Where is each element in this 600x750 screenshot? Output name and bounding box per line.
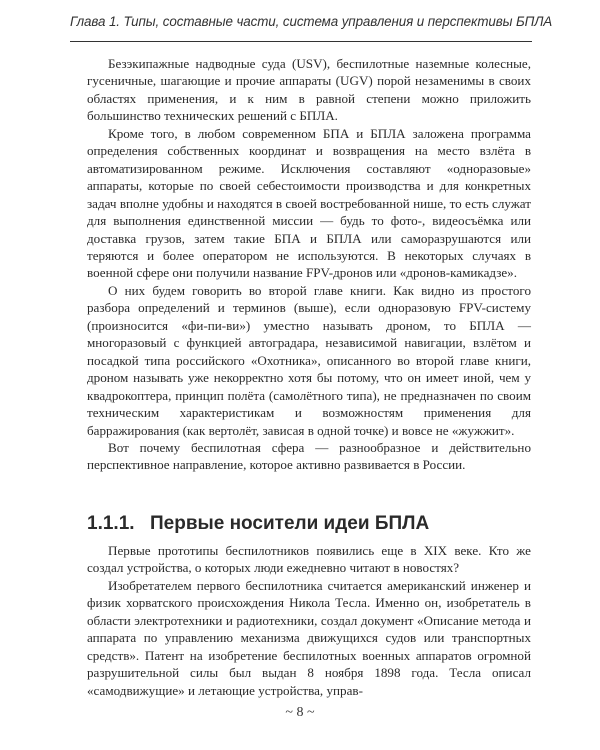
section-text-block — [87, 542, 531, 699]
header-divider — [70, 41, 532, 42]
section-title: Первые носители идеи БПЛА — [150, 513, 430, 534]
section-number: 1.1.1. — [87, 513, 135, 534]
paragraph: Кроме того, в любом современном БПА и БПЛА заложена программа определения собственных координат и возвращения на место взлёта в автоматизированном режиме. Исключения составляют «одноразовые» аппараты, которые по своей себестоимости производства и для конкретных задач вполне удобны и находятся в своей востребованной нише, то есть служат для выполнения единственной миссии — будь то фото-, видеосъёмка или доставка грузов, затем такие БПА и БПЛА или саморазрушаются или теряются и более оператором не используются. В некоторых случаях в военной сфере они получили название FPV-дронов или «дронов-камикадзе». — [87, 125, 531, 281]
paragraph: Изобретателем первого беспилотника считается американский инженер и физик хорватского происхождения Никола Тесла. Именно он, изобретатель в области электротехники и радиотехники, создал документ «Описание метода и аппарата по управлению механизма движущихся судов или транспортных средств». Патент на изобретение беспилотных военных аппаратов огромной разрушительной силы был выдан 8 ноября 1898 года. Тесла описал «самодвижущие» и летающие устройства, управ- — [87, 577, 531, 698]
section-heading — [87, 513, 531, 535]
page-number: ~ 8 ~ — [285, 705, 315, 720]
running-header: Глава 1. Типы, составные части, система управления и перспективы БПЛА — [70, 14, 553, 29]
main-text-block — [87, 55, 531, 474]
paragraph: Вот почему беспилотная сфера — разнообразное и действительно перспективное направление, которое активно развивается в России. — [87, 439, 531, 473]
paragraph: Безэкипажные надводные суда (USV), беспилотные наземные колесные, гусеничные, шагающие и прочие аппараты (UGV) порой незаменимы в своих областях применения, и к ним в равной степени можно приложить большинство технических решений с БПЛА. — [87, 56, 531, 124]
paragraph: Первые прототипы беспилотников появились еще в XIX веке. Кто же создал устройства, о которых люди ежедневно читают в новостях? — [87, 543, 531, 576]
paragraph: О них будем говорить во второй главе книги. Как видно из простого разбора определений и терминов (выше), если одноразовую FPV-систему (произносится «фи-пи-ви») уместно называть дроном, то БПЛА — многоразовый с функцией автоградара, независимой навигации, взлётом и посадкой типа российского «Охотника», описанного во второй главе книги, дроном называть уже некорректно хотя бы потому, что он имеет иной, чем у квадрокоптера, принцип полёта (самолётного типа), не предназначен по своим техническим характеристикам и возможностям применения для барражирования (как вертолёт, зависая в одной точке) и вовсе не «жужжит». — [87, 282, 531, 438]
